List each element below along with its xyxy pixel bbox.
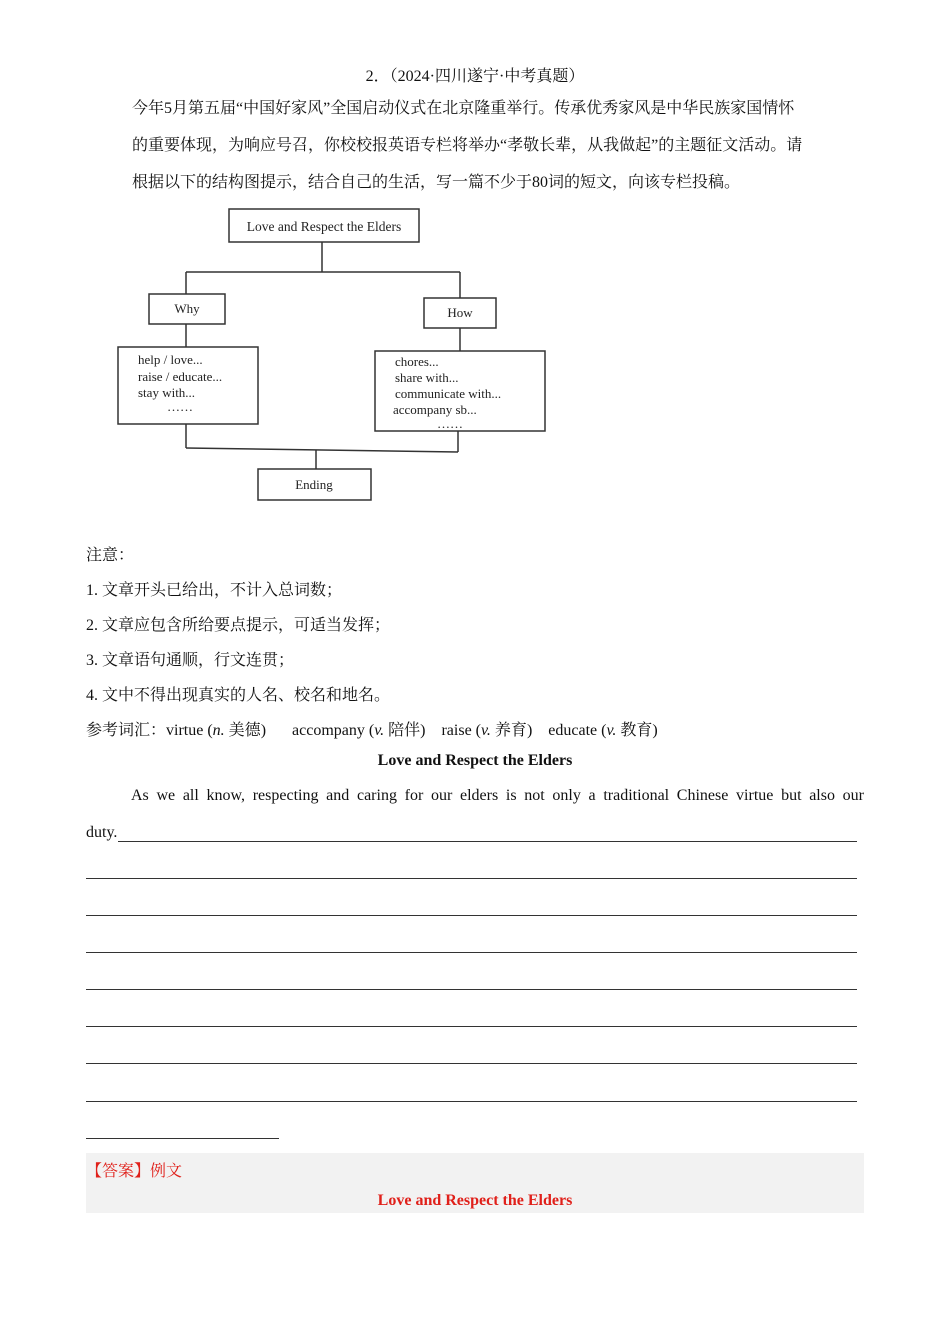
how-item: …… bbox=[437, 416, 463, 431]
writing-line[interactable] bbox=[86, 989, 857, 990]
answer-tag-suffix: 例文 bbox=[150, 1163, 183, 1180]
writing-line[interactable] bbox=[86, 1101, 857, 1102]
essay-duty: duty. bbox=[86, 824, 118, 841]
answer-title: Love and Respect the Elders bbox=[377, 1192, 573, 1209]
vocab-word: educate bbox=[548, 722, 598, 739]
essay-title: Love and Respect the Elders bbox=[377, 752, 573, 769]
answer-label bbox=[86, 1158, 182, 1181]
vocab-word: virtue bbox=[166, 722, 204, 739]
vocab-pos: v. bbox=[481, 722, 491, 739]
writing-line[interactable] bbox=[86, 878, 857, 879]
writing-line[interactable] bbox=[86, 1063, 857, 1064]
why-item: stay with... bbox=[138, 385, 196, 400]
vocab-pos: v. bbox=[606, 722, 617, 739]
structure-diagram bbox=[0, 0, 950, 520]
diagram-ending: Ending bbox=[295, 477, 333, 492]
vocab-meaning: 陪伴 bbox=[388, 722, 421, 739]
note-item: 4. 文中不得出现真实的人名、校名和地名。 bbox=[86, 687, 391, 704]
intro-line-2: 的重要体现，为响应号召，你校校报英语专栏将举办“孝敬长辈，从我做起”的主题征文活动。请 bbox=[132, 137, 803, 154]
how-item: communicate with... bbox=[395, 386, 502, 401]
writing-line[interactable] bbox=[86, 952, 857, 953]
writing-line[interactable] bbox=[86, 1026, 857, 1027]
diagram-why: Why bbox=[174, 301, 200, 316]
why-item: raise / educate... bbox=[138, 369, 223, 384]
notes-label: 注意： bbox=[86, 547, 135, 564]
vocab-label: 参考词汇： bbox=[86, 722, 167, 739]
diagram-title: Love and Respect the Elders bbox=[246, 219, 402, 234]
vocab-word: accompany bbox=[292, 722, 365, 739]
vocab-meaning: 教育 bbox=[620, 722, 653, 739]
vocab-word: raise bbox=[441, 722, 472, 739]
writing-line[interactable] bbox=[86, 1138, 279, 1139]
vocab-meaning: 养育 bbox=[494, 722, 527, 739]
note-item: 2. 文章应包含所给要点提示，可适当发挥； bbox=[86, 617, 391, 634]
reference-vocab: 参考词汇：virtue (n. 美德) accompany (v. 陪伴) raise (v. 养育) educate (v. 教育) bbox=[86, 722, 658, 739]
why-item: …… bbox=[167, 399, 193, 414]
question-header: 2．（2024·四川遂宁·中考真题） bbox=[365, 68, 585, 85]
why-item: help / love... bbox=[138, 352, 203, 367]
how-item: accompany sb... bbox=[393, 402, 477, 417]
note-item: 1. 文章开头已给出，不计入总词数； bbox=[86, 582, 343, 599]
diagram-how: How bbox=[447, 305, 473, 320]
essay-opening: As we all know, respecting and caring for our elders is not only a traditional Chinese virtue but also our bbox=[131, 787, 864, 804]
answer-tag: 【答案】 bbox=[86, 1163, 151, 1180]
intro-line-1: 今年5月第五届“中国好家风”全国启动仪式在北京隆重举行。传承优秀家风是中华民族家国情怀 bbox=[132, 100, 795, 117]
vocab-pos: n. bbox=[212, 722, 225, 739]
vocab-meaning: 美德 bbox=[228, 722, 261, 739]
intro-line-3: 根据以下的结构图提示，结合自己的生活，写一篇不少于80词的短文，向该专栏投稿。 bbox=[132, 174, 741, 191]
note-item: 3. 文章语句通顺，行文连贯； bbox=[86, 652, 295, 669]
how-item: share with... bbox=[395, 370, 459, 385]
how-item: chores... bbox=[395, 354, 439, 369]
writing-line[interactable] bbox=[86, 915, 857, 916]
vocab-pos: v. bbox=[374, 722, 385, 739]
writing-line[interactable] bbox=[118, 841, 857, 842]
